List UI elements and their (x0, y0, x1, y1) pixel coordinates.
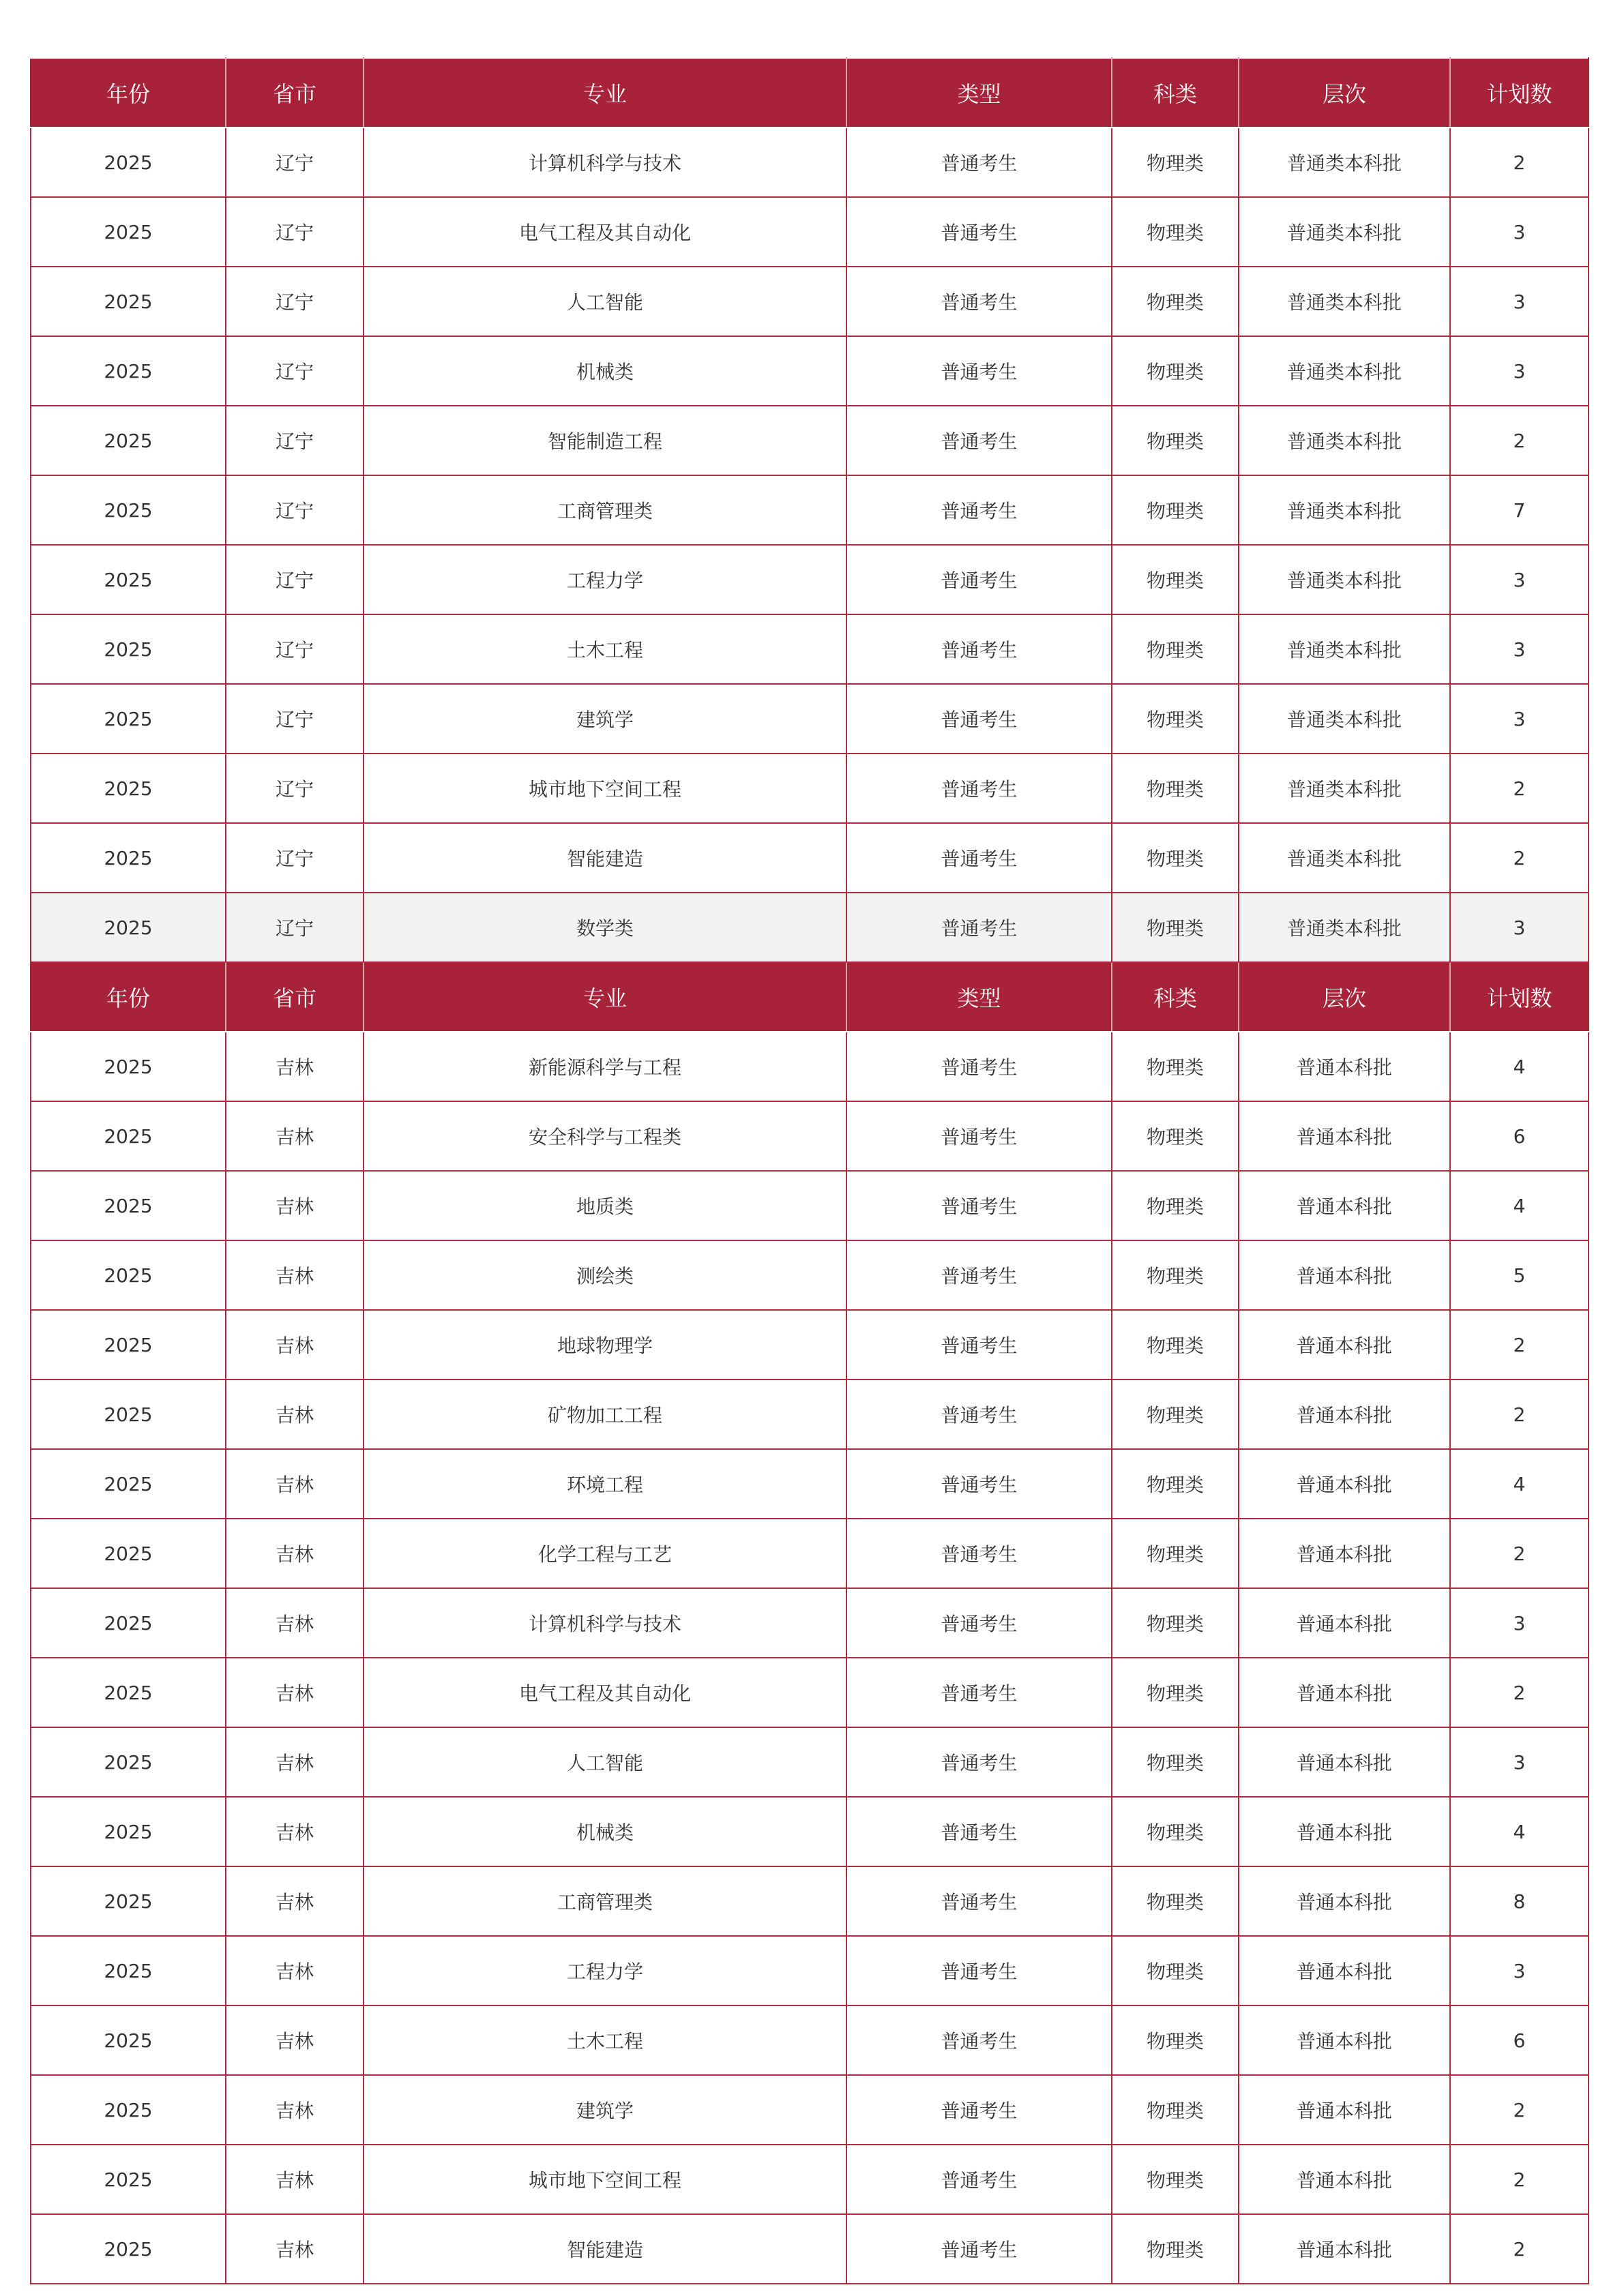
cell-province: 辽宁 (226, 267, 364, 336)
cell-year: 2025 (31, 1588, 226, 1658)
table-row (31, 128, 1589, 197)
cell-plan-count: 3 (1450, 1936, 1589, 2006)
table-row (31, 1936, 1589, 2006)
cell-major: 工程力学 (364, 1936, 846, 2006)
cell-subject: 物理类 (1112, 2145, 1239, 2214)
cell-level: 普通类本科批 (1239, 823, 1450, 893)
cell-subject: 物理类 (1112, 1797, 1239, 1866)
cell-level: 普通类本科批 (1239, 893, 1450, 962)
cell-major: 土木工程 (364, 2006, 846, 2075)
cell-level: 普通本科批 (1239, 1727, 1450, 1797)
cell-level: 普通本科批 (1239, 1240, 1450, 1310)
cell-plan-count: 3 (1450, 197, 1589, 267)
cell-year: 2025 (31, 1866, 226, 1936)
cell-major: 工商管理类 (364, 475, 846, 545)
cell-subject: 物理类 (1112, 406, 1239, 475)
cell-subject: 物理类 (1112, 1588, 1239, 1658)
cell-year: 2025 (31, 545, 226, 614)
cell-major: 智能制造工程 (364, 406, 846, 475)
cell-plan-count: 4 (1450, 1797, 1589, 1866)
cell-major: 土木工程 (364, 614, 846, 684)
cell-type: 普通考生 (846, 545, 1112, 614)
cell-year: 2025 (31, 893, 226, 962)
table-row (31, 1171, 1589, 1240)
table-row (31, 197, 1589, 267)
column-header-province: 省市 (226, 962, 364, 1032)
cell-type: 普通考生 (846, 1240, 1112, 1310)
cell-plan-count: 2 (1450, 128, 1589, 197)
table-row (31, 1519, 1589, 1588)
column-header-subject: 科类 (1112, 58, 1239, 128)
cell-province: 吉林 (226, 1936, 364, 2006)
cell-type: 普通考生 (846, 128, 1112, 197)
cell-plan-count: 5 (1450, 1240, 1589, 1310)
cell-level: 普通类本科批 (1239, 267, 1450, 336)
cell-province: 吉林 (226, 1588, 364, 1658)
header-row (31, 962, 1589, 1032)
cell-province: 吉林 (226, 1310, 364, 1380)
cell-year: 2025 (31, 823, 226, 893)
cell-level: 普通本科批 (1239, 1866, 1450, 1936)
cell-plan-count: 6 (1450, 1101, 1589, 1171)
cell-province: 辽宁 (226, 475, 364, 545)
cell-province: 辽宁 (226, 823, 364, 893)
table-row (31, 823, 1589, 893)
cell-major: 人工智能 (364, 1727, 846, 1797)
table-row (31, 1380, 1589, 1449)
table-row (31, 2006, 1589, 2075)
cell-subject: 物理类 (1112, 475, 1239, 545)
cell-subject: 物理类 (1112, 128, 1239, 197)
cell-level: 普通本科批 (1239, 2214, 1450, 2284)
cell-province: 辽宁 (226, 614, 364, 684)
cell-plan-count: 6 (1450, 2006, 1589, 2075)
cell-province: 吉林 (226, 1727, 364, 1797)
cell-level: 普通本科批 (1239, 1101, 1450, 1171)
cell-level: 普通本科批 (1239, 1519, 1450, 1588)
cell-province: 辽宁 (226, 684, 364, 754)
cell-type: 普通考生 (846, 267, 1112, 336)
table-row (31, 684, 1589, 754)
table-row (31, 754, 1589, 823)
enrollment-plan-table (30, 57, 1589, 2284)
cell-major: 人工智能 (364, 267, 846, 336)
cell-level: 普通类本科批 (1239, 336, 1450, 406)
cell-subject: 物理类 (1112, 1936, 1239, 2006)
cell-plan-count: 2 (1450, 1519, 1589, 1588)
cell-year: 2025 (31, 1240, 226, 1310)
column-header-level: 层次 (1239, 58, 1450, 128)
cell-year: 2025 (31, 614, 226, 684)
cell-plan-count: 2 (1450, 823, 1589, 893)
cell-year: 2025 (31, 267, 226, 336)
cell-province: 吉林 (226, 2075, 364, 2145)
cell-year: 2025 (31, 2075, 226, 2145)
cell-plan-count: 2 (1450, 1658, 1589, 1727)
cell-level: 普通本科批 (1239, 1171, 1450, 1240)
cell-year: 2025 (31, 1519, 226, 1588)
column-header-level: 层次 (1239, 962, 1450, 1032)
table-row (31, 267, 1589, 336)
cell-major: 化学工程与工艺 (364, 1519, 846, 1588)
cell-subject: 物理类 (1112, 1380, 1239, 1449)
cell-type: 普通考生 (846, 1658, 1112, 1727)
table-row (31, 336, 1589, 406)
cell-level: 普通类本科批 (1239, 614, 1450, 684)
cell-subject: 物理类 (1112, 2006, 1239, 2075)
column-header-plan-count: 计划数 (1450, 962, 1589, 1032)
cell-major: 城市地下空间工程 (364, 2145, 846, 2214)
cell-year: 2025 (31, 406, 226, 475)
cell-subject: 物理类 (1112, 2214, 1239, 2284)
cell-type: 普通考生 (846, 1727, 1112, 1797)
cell-type: 普通考生 (846, 2006, 1112, 2075)
cell-level: 普通类本科批 (1239, 754, 1450, 823)
header-row (31, 58, 1589, 128)
table-row (31, 1240, 1589, 1310)
cell-type: 普通考生 (846, 754, 1112, 823)
table-row (31, 1588, 1589, 1658)
cell-major: 数学类 (364, 893, 846, 962)
cell-major: 建筑学 (364, 684, 846, 754)
cell-province: 辽宁 (226, 893, 364, 962)
table-row (31, 614, 1589, 684)
cell-level: 普通本科批 (1239, 1032, 1450, 1101)
cell-year: 2025 (31, 1171, 226, 1240)
cell-province: 吉林 (226, 1240, 364, 1310)
table-row (31, 1310, 1589, 1380)
cell-type: 普通考生 (846, 1588, 1112, 1658)
cell-subject: 物理类 (1112, 1727, 1239, 1797)
column-header-subject: 科类 (1112, 962, 1239, 1032)
cell-type: 普通考生 (846, 684, 1112, 754)
cell-plan-count: 3 (1450, 1727, 1589, 1797)
table-row (31, 1866, 1589, 1936)
cell-plan-count: 4 (1450, 1032, 1589, 1101)
cell-province: 吉林 (226, 1866, 364, 1936)
cell-subject: 物理类 (1112, 1171, 1239, 1240)
cell-subject: 物理类 (1112, 1240, 1239, 1310)
table-row (31, 2145, 1589, 2214)
cell-subject: 物理类 (1112, 1032, 1239, 1101)
cell-level: 普通类本科批 (1239, 406, 1450, 475)
cell-plan-count: 3 (1450, 893, 1589, 962)
cell-type: 普通考生 (846, 2075, 1112, 2145)
cell-plan-count: 2 (1450, 2145, 1589, 2214)
column-header-type: 类型 (846, 58, 1112, 128)
cell-province: 吉林 (226, 1519, 364, 1588)
cell-major: 电气工程及其自动化 (364, 197, 846, 267)
cell-year: 2025 (31, 1658, 226, 1727)
cell-year: 2025 (31, 1449, 226, 1519)
cell-year: 2025 (31, 2006, 226, 2075)
column-header-year: 年份 (31, 58, 226, 128)
cell-level: 普通本科批 (1239, 2075, 1450, 2145)
table-row (31, 1101, 1589, 1171)
cell-subject: 物理类 (1112, 545, 1239, 614)
cell-plan-count: 4 (1450, 1171, 1589, 1240)
cell-subject: 物理类 (1112, 1658, 1239, 1727)
cell-level: 普通类本科批 (1239, 475, 1450, 545)
cell-plan-count: 3 (1450, 545, 1589, 614)
cell-level: 普通本科批 (1239, 1380, 1450, 1449)
cell-year: 2025 (31, 1310, 226, 1380)
cell-level: 普通类本科批 (1239, 545, 1450, 614)
cell-subject: 物理类 (1112, 267, 1239, 336)
cell-plan-count: 2 (1450, 1380, 1589, 1449)
cell-type: 普通考生 (846, 2145, 1112, 2214)
column-header-plan-count: 计划数 (1450, 58, 1589, 128)
cell-major: 机械类 (364, 1797, 846, 1866)
cell-type: 普通考生 (846, 1101, 1112, 1171)
cell-province: 辽宁 (226, 197, 364, 267)
table-row (31, 475, 1589, 545)
cell-major: 机械类 (364, 336, 846, 406)
cell-type: 普通考生 (846, 1519, 1112, 1588)
cell-year: 2025 (31, 1936, 226, 2006)
cell-major: 电气工程及其自动化 (364, 1658, 846, 1727)
cell-year: 2025 (31, 1380, 226, 1449)
cell-major: 地球物理学 (364, 1310, 846, 1380)
table-row (31, 406, 1589, 475)
cell-level: 普通本科批 (1239, 1310, 1450, 1380)
cell-major: 智能建造 (364, 823, 846, 893)
table-row (31, 1727, 1589, 1797)
cell-level: 普通本科批 (1239, 1588, 1450, 1658)
cell-type: 普通考生 (846, 475, 1112, 545)
cell-type: 普通考生 (846, 1171, 1112, 1240)
cell-subject: 物理类 (1112, 1101, 1239, 1171)
cell-major: 环境工程 (364, 1449, 846, 1519)
cell-level: 普通本科批 (1239, 2145, 1450, 2214)
cell-year: 2025 (31, 336, 226, 406)
cell-level: 普通本科批 (1239, 1449, 1450, 1519)
table-body (31, 58, 1589, 2284)
cell-type: 普通考生 (846, 336, 1112, 406)
cell-major: 计算机科学与技术 (364, 1588, 846, 1658)
table-row (31, 2214, 1589, 2284)
cell-type: 普通考生 (846, 197, 1112, 267)
cell-subject: 物理类 (1112, 2075, 1239, 2145)
cell-level: 普通本科批 (1239, 2006, 1450, 2075)
cell-major: 工程力学 (364, 545, 846, 614)
cell-year: 2025 (31, 475, 226, 545)
cell-plan-count: 3 (1450, 1588, 1589, 1658)
cell-year: 2025 (31, 1727, 226, 1797)
cell-subject: 物理类 (1112, 336, 1239, 406)
cell-major: 计算机科学与技术 (364, 128, 846, 197)
cell-type: 普通考生 (846, 1310, 1112, 1380)
cell-level: 普通本科批 (1239, 1797, 1450, 1866)
table-row (31, 1032, 1589, 1101)
cell-level: 普通类本科批 (1239, 197, 1450, 267)
cell-level: 普通类本科批 (1239, 684, 1450, 754)
cell-major: 矿物加工工程 (364, 1380, 846, 1449)
table-row (31, 1658, 1589, 1727)
table-row (31, 893, 1589, 962)
table-row (31, 1797, 1589, 1866)
cell-province: 吉林 (226, 1658, 364, 1727)
cell-province: 吉林 (226, 1797, 364, 1866)
cell-subject: 物理类 (1112, 1449, 1239, 1519)
cell-major: 测绘类 (364, 1240, 846, 1310)
cell-subject: 物理类 (1112, 1866, 1239, 1936)
cell-province: 吉林 (226, 1101, 364, 1171)
cell-type: 普通考生 (846, 1797, 1112, 1866)
cell-level: 普通类本科批 (1239, 128, 1450, 197)
cell-type: 普通考生 (846, 1936, 1112, 2006)
cell-plan-count: 2 (1450, 1310, 1589, 1380)
cell-plan-count: 2 (1450, 406, 1589, 475)
cell-plan-count: 2 (1450, 754, 1589, 823)
cell-province: 吉林 (226, 1171, 364, 1240)
cell-year: 2025 (31, 197, 226, 267)
cell-province: 辽宁 (226, 406, 364, 475)
cell-year: 2025 (31, 128, 226, 197)
column-header-major: 专业 (364, 962, 846, 1032)
cell-type: 普通考生 (846, 893, 1112, 962)
cell-province: 吉林 (226, 1380, 364, 1449)
enrollment-plan-table-container (30, 57, 1588, 2284)
cell-type: 普通考生 (846, 1449, 1112, 1519)
cell-province: 辽宁 (226, 128, 364, 197)
cell-plan-count: 3 (1450, 267, 1589, 336)
cell-type: 普通考生 (846, 2214, 1112, 2284)
cell-major: 智能建造 (364, 2214, 846, 2284)
cell-year: 2025 (31, 1797, 226, 1866)
cell-major: 安全科学与工程类 (364, 1101, 846, 1171)
column-header-type: 类型 (846, 962, 1112, 1032)
table-row (31, 545, 1589, 614)
cell-type: 普通考生 (846, 823, 1112, 893)
cell-subject: 物理类 (1112, 823, 1239, 893)
cell-type: 普通考生 (846, 406, 1112, 475)
table-row (31, 2075, 1589, 2145)
cell-type: 普通考生 (846, 614, 1112, 684)
column-header-year: 年份 (31, 962, 226, 1032)
cell-province: 吉林 (226, 1449, 364, 1519)
cell-year: 2025 (31, 2145, 226, 2214)
cell-subject: 物理类 (1112, 197, 1239, 267)
cell-subject: 物理类 (1112, 1310, 1239, 1380)
cell-plan-count: 3 (1450, 614, 1589, 684)
cell-plan-count: 2 (1450, 2214, 1589, 2284)
cell-year: 2025 (31, 2214, 226, 2284)
cell-plan-count: 8 (1450, 1866, 1589, 1936)
cell-level: 普通本科批 (1239, 1658, 1450, 1727)
cell-plan-count: 3 (1450, 684, 1589, 754)
cell-province: 辽宁 (226, 336, 364, 406)
cell-major: 工商管理类 (364, 1866, 846, 1936)
cell-province: 吉林 (226, 1032, 364, 1101)
cell-type: 普通考生 (846, 1380, 1112, 1449)
cell-major: 建筑学 (364, 2075, 846, 2145)
cell-major: 地质类 (364, 1171, 846, 1240)
cell-province: 吉林 (226, 2145, 364, 2214)
cell-province: 吉林 (226, 2214, 364, 2284)
cell-level: 普通本科批 (1239, 1936, 1450, 2006)
table-row (31, 1449, 1589, 1519)
cell-province: 辽宁 (226, 754, 364, 823)
cell-plan-count: 3 (1450, 336, 1589, 406)
cell-year: 2025 (31, 684, 226, 754)
cell-plan-count: 4 (1450, 1449, 1589, 1519)
column-header-major: 专业 (364, 58, 846, 128)
cell-subject: 物理类 (1112, 614, 1239, 684)
cell-year: 2025 (31, 754, 226, 823)
cell-major: 新能源科学与工程 (364, 1032, 846, 1101)
cell-type: 普通考生 (846, 1032, 1112, 1101)
cell-subject: 物理类 (1112, 1519, 1239, 1588)
cell-subject: 物理类 (1112, 893, 1239, 962)
cell-type: 普通考生 (846, 1866, 1112, 1936)
cell-major: 城市地下空间工程 (364, 754, 846, 823)
cell-year: 2025 (31, 1032, 226, 1101)
cell-year: 2025 (31, 1101, 226, 1171)
cell-subject: 物理类 (1112, 754, 1239, 823)
column-header-province: 省市 (226, 58, 364, 128)
cell-subject: 物理类 (1112, 684, 1239, 754)
cell-plan-count: 2 (1450, 2075, 1589, 2145)
cell-plan-count: 7 (1450, 475, 1589, 545)
cell-province: 吉林 (226, 2006, 364, 2075)
cell-province: 辽宁 (226, 545, 364, 614)
